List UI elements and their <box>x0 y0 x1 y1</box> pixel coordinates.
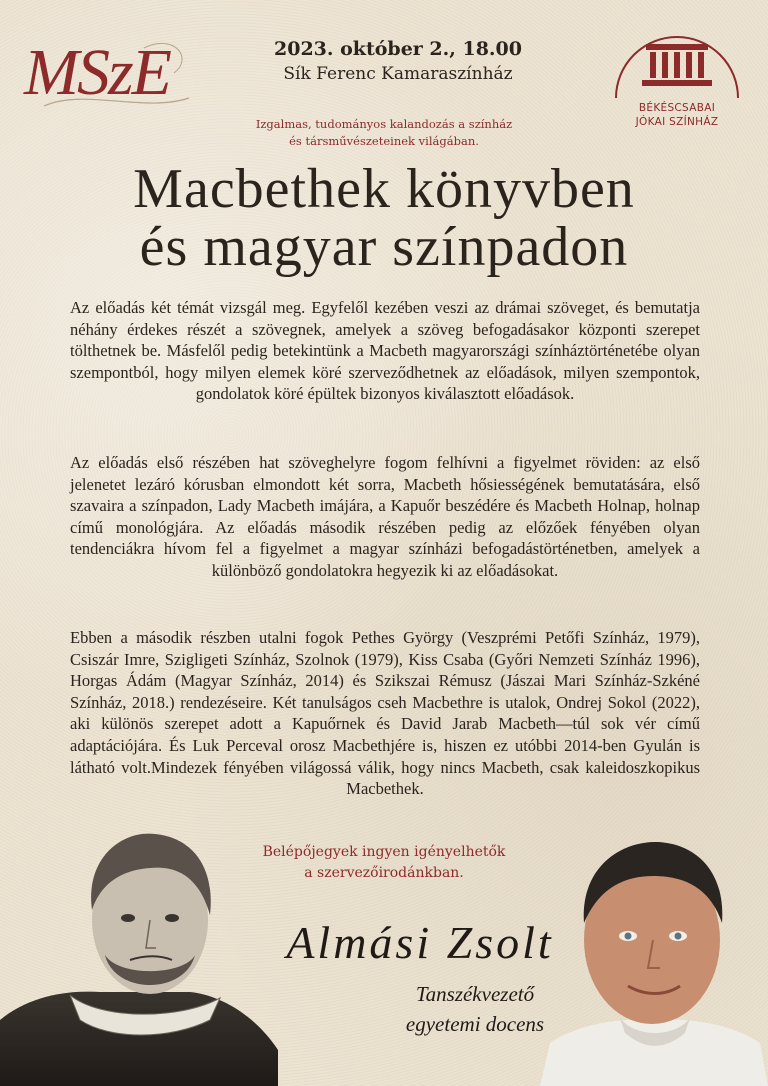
mse-logo-text: MSzE <box>24 36 170 109</box>
body-paragraph-1: Az előadás két témát vizsgál meg. Egyfelől kezében veszi az drámai szöveget, és bemutatja néhány érdekes részét a szövegnek, amelyek a szöveg befogadásakor központi szerepet tölthetnek be. Másfelől pedig betekintünk a Macbeth magyarországi színháztörténetébe olyan szempontból, hogy milyen elemek köré szerveződhetnek az előadások, milyen szempontok, gondolatok köré épültek bizonyos kiválasztott előadások. <box>70 298 700 404</box>
signature-text: Almási Zsolt <box>286 917 554 968</box>
shakespeare-portrait <box>0 820 278 1086</box>
tickets-line1: Belépőjegyek ingyen igényelhetők <box>262 844 506 860</box>
presenter-signature <box>284 910 556 982</box>
theatre-name-line1: BÉKÉSCSABAI <box>638 102 716 114</box>
theatre-name-line2: JÓKAI SZÍNHÁZ <box>635 116 719 128</box>
tagline-line1: Izgalmas, tudományos kalandozás a színház <box>255 117 513 131</box>
body-paragraph-2: Az előadás első részében hat szöveghelyre fogom felhívni a figyelmet röviden: az első jelenetet lezáró kórusban elmondott két sorra, Macbeth hősiességének bemutatására, első szavaira a színpadon, Lady Macbeth imájára, a Kapuőr beszédére és Macbeth Holnap, holnap című monológjára. Az előadás második részében pedig az előzőek fényében olyan tendenciákra hívom fel a figyelmet a magyar színházi befogadástörténetben, amelyek a különböző gondolatokra hegyezik ki az előadásokat. <box>70 453 700 580</box>
title-line1: Macbethek könyvben <box>133 158 635 220</box>
event-venue: Sík Ferenc Kamaraszínház <box>283 64 513 84</box>
mse-logo <box>24 28 199 118</box>
body-paragraph-3: Ebben a második részben utalni fogok Pethes György (Veszprémi Petőfi Színház, 1979), Csiszár Imre, Szigligeti Színház, Szolnok (1979), Kiss Csaba (Győri Nemzeti Színház 1996), Horgas Ádám (Magyar Színház, 2014) és Szikszai Rémusz (Jászai Mari Színház-Szkéné Színház, 2018.) rendezéseire. Két tanulságos cseh Macbethre is utalok, Ondrej Sokol (2022), aki különös szerepet adott a Kapuőrnek és David Jarab Macbeth—túl sok vér című adaptációjára. És Luk Perceval orosz Macbethjére is, hiszen ez utóbbi 2014-ben Gyulán is látható volt.Mindezek fényében világossá válik, hogy nincs Macbeth, csak kaleidoszkopikus Macbethek. <box>70 628 700 799</box>
page-title <box>0 160 768 276</box>
theatre-building-icon <box>608 20 746 102</box>
event-date-time: 2023. október 2., 18.00 <box>274 38 522 60</box>
presenter-role-line2: egyetemi docens <box>405 1012 545 1036</box>
presenter-photo <box>540 828 768 1086</box>
tagline-line2: és társművészeteinek világában. <box>289 134 479 148</box>
presenter-role-line1: Tanszékvezető <box>415 982 535 1006</box>
tickets-line2: a szervezőirodánkban. <box>304 865 464 881</box>
tagline <box>200 116 568 150</box>
title-line2: és magyar színpadon <box>139 216 629 278</box>
theatre-logo <box>608 20 746 132</box>
